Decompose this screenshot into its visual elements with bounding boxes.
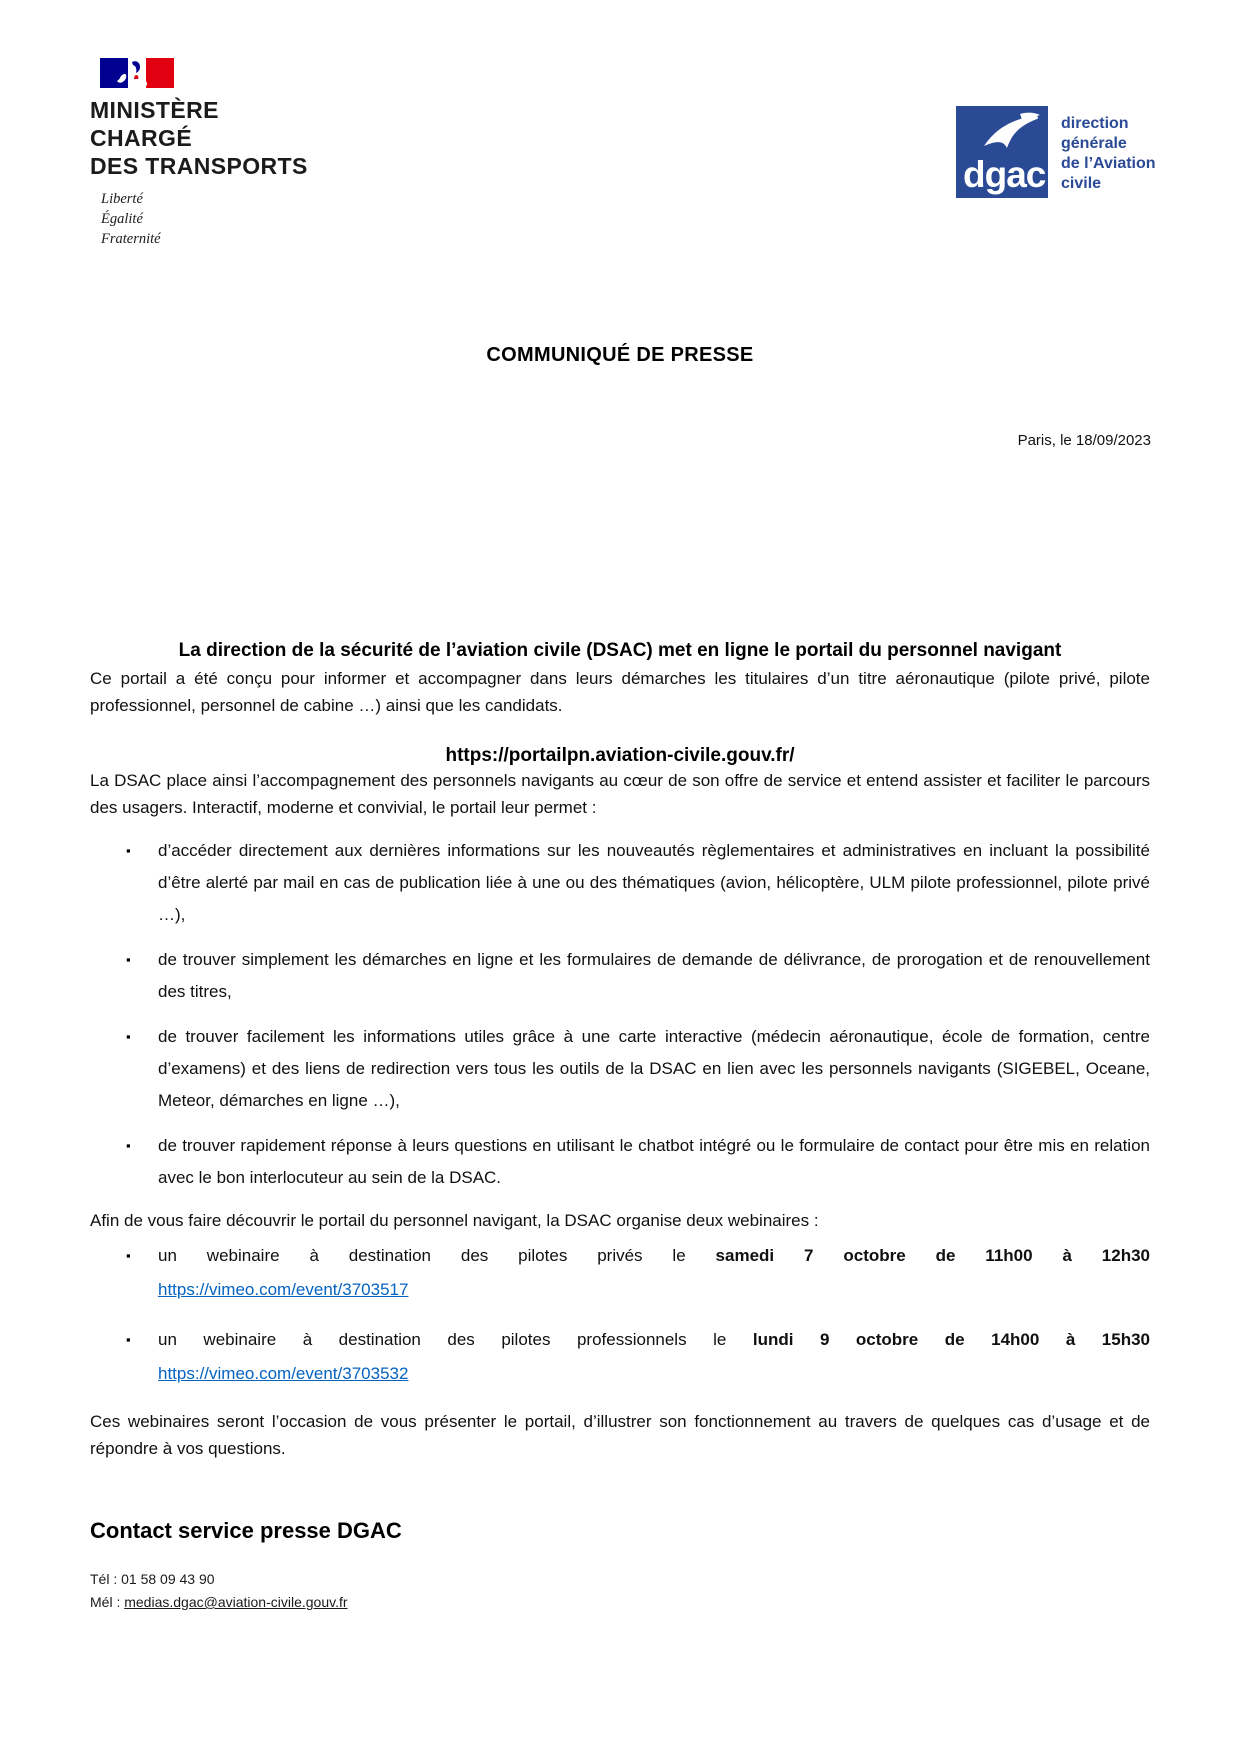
webinar-datetime: lundi 9 octobre de 14h00 à 15h30 (752, 1330, 1150, 1349)
webinar-list (90, 1240, 1150, 1390)
bullet-text: d’accéder directement aux dernières informations sur les nouveautés règlementaires et administratives en incluant la possibilité d’être alerté par mail en cas de publication liée à une ou des thématiques (avion, hélicoptère, ULM pilote professionnel, pilote privé …), (158, 841, 1150, 924)
dgac-full-name (1061, 114, 1156, 194)
dgac-bird-icon (980, 112, 1042, 154)
ministry-name-line: CHARGÉ (90, 125, 193, 151)
webinar-intro-paragraph: Afin de vous faire découvrir le portail du personnel navigant, la DSAC organise deux webinaires : (90, 1211, 819, 1230)
ministry-name (90, 96, 308, 180)
contact-heading: Contact service presse DGAC (90, 1518, 402, 1543)
dgac-name-line: direction (1061, 115, 1129, 132)
webinar-link[interactable]: https://vimeo.com/event/3703532 (158, 1364, 409, 1383)
motto-line: Fraternité (101, 231, 161, 247)
french-flag-marianne-icon (100, 58, 174, 88)
list-item (90, 1130, 1150, 1194)
bullet-square-icon: ▪ (126, 952, 131, 967)
list-item (90, 1324, 1150, 1390)
dgac-name-line: civile (1061, 175, 1102, 192)
bullet-square-icon: ▪ (126, 1138, 131, 1153)
ministry-name-line: MINISTÈRE (90, 97, 219, 123)
bullet-text: de trouver facilement les informations utiles grâce à une carte interactive (médecin aéronautique, école de formation, centre d’examens) et des liens de redirection vers tous les outils de la DSAC en lien avec les personnels navigants (SIGEBEL, Oceane, Meteor, démarches en ligne …), (158, 1027, 1150, 1110)
list-item (90, 1240, 1150, 1306)
ministry-logo-block (90, 58, 308, 249)
bullet-text: de trouver simplement les démarches en ligne et les formulaires de demande de délivrance, de prorogation et de renouvellement des titres, (158, 950, 1150, 1001)
motto-line: Égalité (101, 211, 143, 227)
webinar-link[interactable]: https://vimeo.com/event/3703517 (158, 1280, 409, 1299)
webinar-description (158, 1324, 1150, 1356)
bullet-square-icon: ▪ (126, 1029, 131, 1044)
bullet-square-icon: ▪ (126, 1332, 131, 1347)
contact-details (90, 1568, 1150, 1614)
webinar-text: un webinaire à destination des pilotes privés le (158, 1246, 716, 1265)
bullet-square-icon: ▪ (126, 1248, 131, 1263)
contact-email-label: Mél : (90, 1594, 125, 1610)
dgac-logo-square (956, 106, 1048, 198)
list-item (90, 1021, 1150, 1117)
contact-email-link[interactable]: medias.dgac@aviation-civile.gouv.fr (124, 1594, 348, 1610)
dgac-acronym: dgac (963, 154, 1046, 195)
webinar-text: un webinaire à destination des pilotes professionnels le (158, 1330, 753, 1349)
press-release-kicker: COMMUNIQUÉ DE PRESSE (486, 344, 754, 366)
dateline: Paris, le 18/09/2023 (1017, 432, 1151, 449)
bullet-text: de trouver rapidement réponse à leurs questions en utilisant le chatbot intégré ou le formulaire de contact pour être mis en relation avec le bon interlocuteur au sein de la DSAC. (158, 1136, 1150, 1187)
republic-motto (101, 189, 308, 249)
webinar-description (158, 1240, 1150, 1272)
closing-paragraph: Ces webinaires seront l’occasion de vous présenter le portail, d’illustrer son fonctionnement au travers de quelques cas d’usage et de répondre à vos questions. (90, 1412, 1150, 1458)
webinar-datetime: samedi 7 octobre de 11h00 à 12h30 (715, 1246, 1150, 1265)
dgac-logo-block (956, 106, 1156, 198)
ministry-name-line: DES TRANSPORTS (90, 153, 308, 179)
bullet-square-icon: ▪ (126, 843, 131, 858)
document-body (90, 636, 1150, 1614)
page-title: La direction de la sécurité de l’aviation civile (DSAC) met en ligne le portail du personnel navigant (178, 640, 1062, 661)
contact-phone: Tél : 01 58 09 43 90 (90, 1571, 215, 1587)
portal-url: https://portailpn.aviation-civile.gouv.fr/ (445, 745, 795, 766)
contact-email-line (90, 1591, 1150, 1614)
dgac-name-line: générale (1061, 135, 1127, 152)
list-item (90, 835, 1150, 931)
dgac-name-line: de l’Aviation (1061, 155, 1156, 172)
motto-line: Liberté (101, 191, 143, 207)
list-item (90, 944, 1150, 1008)
intro-paragraph: Ce portail a été conçu pour informer et accompagner dans leurs démarches les titulaires d’un titre aéronautique (pilote privé, pilote professionnel, personnel de cabine …) ainsi que les candidats. (90, 669, 1150, 715)
feature-bullet-list (90, 835, 1150, 1194)
lead-paragraph: La DSAC place ainsi l’accompagnement des personnels navigants au cœur de son offre de service et entend assister et faciliter le parcours des usagers. Interactif, moderne et convivial, le portail leur permet : (90, 771, 1150, 817)
